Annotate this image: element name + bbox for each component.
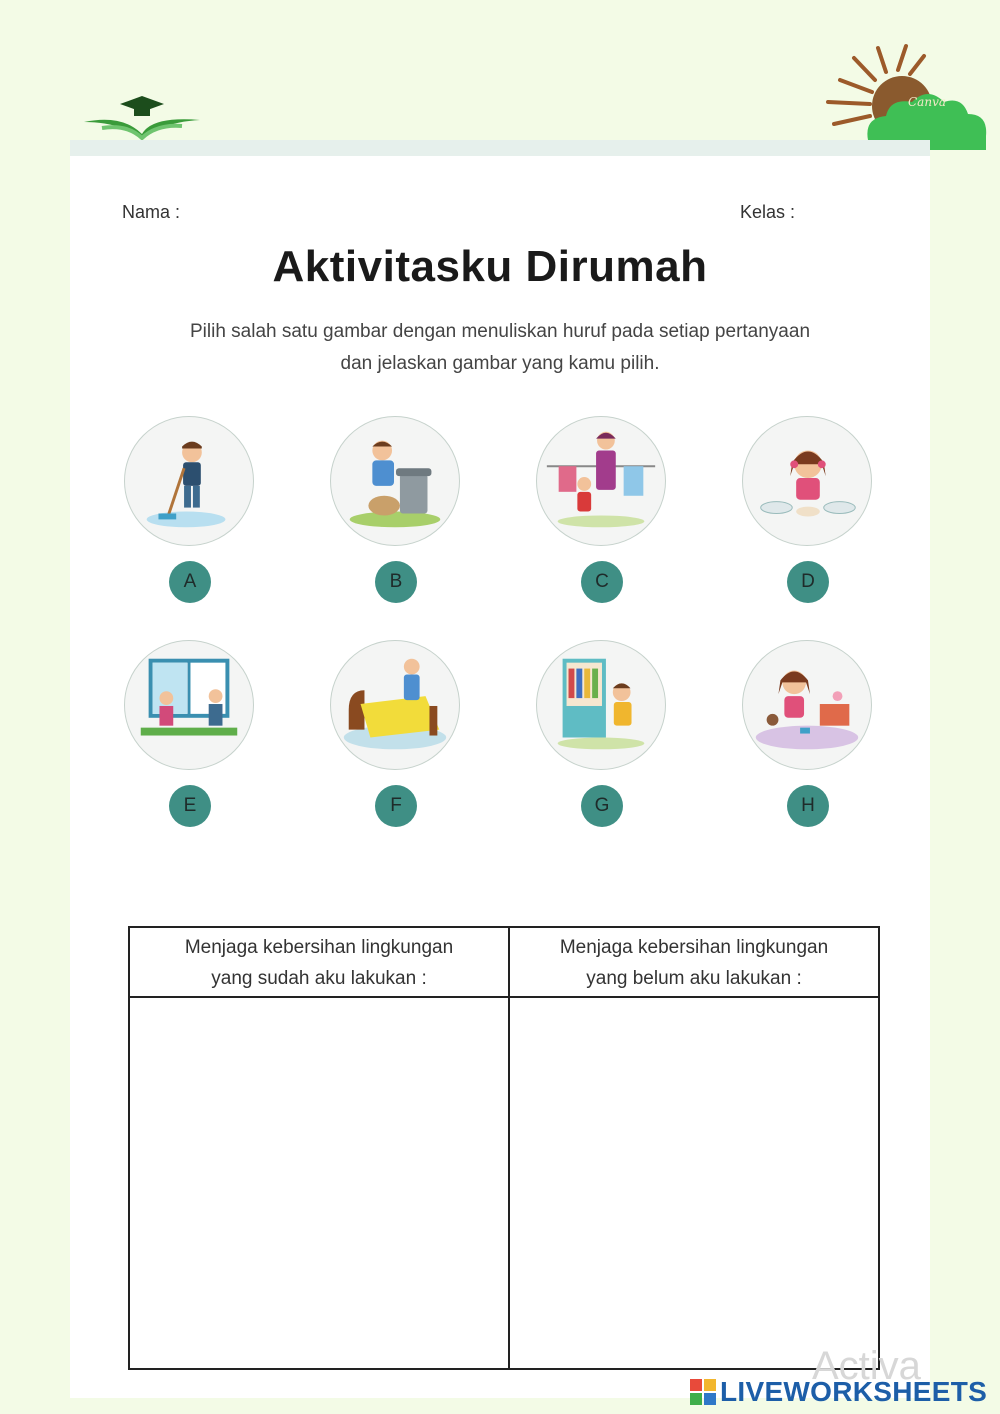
table-header-done-line-2: yang sudah aku lakukan : — [211, 968, 427, 989]
letter-badge-a: A — [169, 561, 211, 603]
sun-cloud-logo-icon — [820, 40, 990, 150]
class-label: Kelas : — [740, 202, 796, 222]
liveworksheets-brand — [690, 1374, 987, 1410]
picture-h-messy-toys-icon — [742, 640, 872, 770]
picture-a-boy-mopping-icon — [124, 416, 254, 546]
name-label: Nama : — [122, 202, 181, 222]
table-header-done — [130, 932, 508, 994]
letter-badge-d: D — [787, 561, 829, 603]
instruction-line-1: Pilih salah satu gambar dengan menuliskan huruf pada setiap pertanyaan — [189, 321, 811, 342]
worksheet-title: Aktivitasku Dirumah — [272, 242, 708, 291]
letter-badge-g: G — [581, 785, 623, 827]
table-header-done-line-1: Menjaga kebersihan lingkungan — [184, 937, 454, 958]
liveworksheets-brand-text: LIVEWORKSHEETS — [720, 1376, 988, 1407]
table-header-divider — [130, 996, 878, 998]
table-header-not-done-line-1: Menjaga kebersihan lingkungan — [559, 937, 829, 958]
picture-b-boy-trash-icon — [330, 416, 460, 546]
letter-badge-c: C — [581, 561, 623, 603]
picture-c-laundry-icon — [536, 416, 666, 546]
table-header-not-done-line-2: yang belum aku lakukan : — [586, 968, 802, 989]
svg-text:Canva: Canva — [908, 95, 946, 109]
picture-g-wardrobe-icon — [536, 640, 666, 770]
letter-badge-h: H — [787, 785, 829, 827]
picture-f-bed-making-icon — [330, 640, 460, 770]
letter-badge-f: F — [375, 785, 417, 827]
table-header-not-done — [510, 932, 878, 994]
graduation-cap-logo-icon — [82, 92, 202, 142]
letter-badge-b: B — [375, 561, 417, 603]
answer-table — [128, 926, 880, 1370]
instruction-text — [130, 316, 870, 380]
liveworksheets-logo-icon — [690, 1379, 716, 1405]
letter-badge-e: E — [169, 785, 211, 827]
picture-e-window-cleaning-icon — [124, 640, 254, 770]
picture-d-dishes-icon — [742, 416, 872, 546]
table-column-divider — [508, 928, 510, 1368]
activation-watermark: Activa — [812, 1344, 921, 1388]
instruction-line-2: dan jelaskan gambar yang kamu pilih. — [340, 353, 660, 374]
worksheet-page — [70, 156, 930, 1398]
